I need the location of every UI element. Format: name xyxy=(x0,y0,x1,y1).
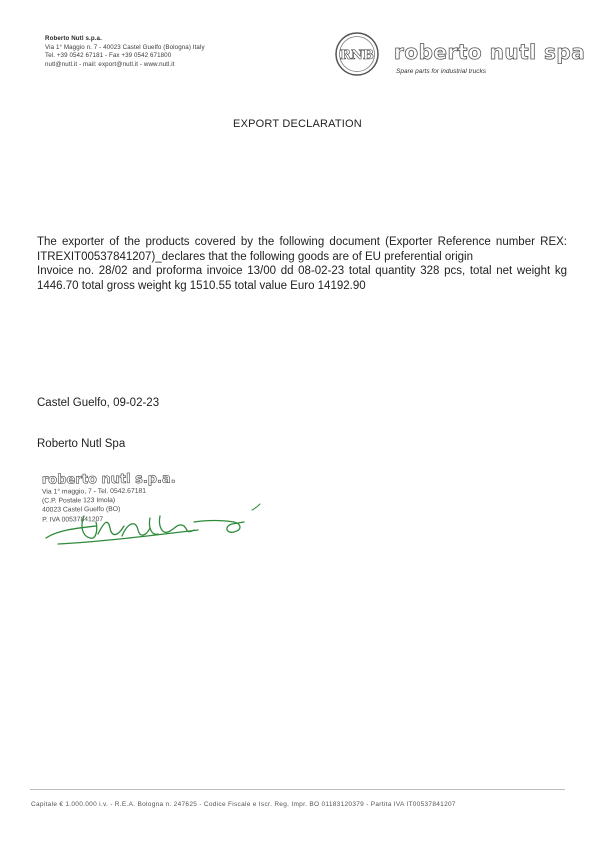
place-and-date: Castel Guelfo, 09-02-23 xyxy=(37,397,160,409)
declaration-body xyxy=(37,235,567,293)
logo-monogram: RNB xyxy=(340,48,374,63)
footer-divider xyxy=(30,789,565,790)
stamp-line: Via 1° maggio, 7 - Tel. 0542.67181 xyxy=(41,487,147,496)
stamp-company-name: roberto nutl s.p.a. xyxy=(41,471,176,488)
handwritten-signature xyxy=(38,492,268,562)
letterhead-address-block xyxy=(45,35,285,69)
logo-wordmark: roberto nutl spa xyxy=(394,40,586,64)
stamp-line: 40023 Castel Guelfo (BO) xyxy=(42,506,121,515)
stamp-line: P. IVA 00537841207 xyxy=(42,515,104,524)
page-title: EXPORT DECLARATION xyxy=(233,118,362,130)
declaration-paragraph: The exporter of the products covered by the following document (Exporter Reference number REX: ITREXIT00537841207)_declares that the following goods are of EU preferential origin xyxy=(37,236,567,263)
letterhead-phone: Tel. +39 0542 67181 - Fax +39 0542 671800 xyxy=(45,52,172,60)
letterhead-contact: nutl@nutl.it - mail: export@nutl.it - www.nutl.it xyxy=(45,60,175,68)
company-logo-icon xyxy=(334,31,380,77)
letterhead-address: Via 1° Maggio n. 7 - 40023 Castel Guelfo (Bologna) Italy xyxy=(45,43,205,51)
invoice-details-paragraph: Invoice no. 28/02 and proforma invoice 13/00 dd 08-02-23 total quantity 328 pcs, total net weight kg 1446.70 total gross weight kg 1510.55 total value Euro 14192.90 xyxy=(37,265,567,292)
signatory-name: Roberto Nutl Spa xyxy=(37,438,126,450)
letterhead-company-name: Roberto Nutl s.p.a. xyxy=(45,35,102,42)
logo-tagline: Spare parts for industrial trucks xyxy=(396,68,486,75)
stamp-line: (C.P. Postale 123 Imola) xyxy=(41,497,116,505)
footer-legal-info: Capitale € 1.000.000 i.v. - R.E.A. Bologna n. 247625 - Codice Fiscale e Iscr. Reg. Impr. BO 01183120379 - Partita IVA IT00537841207 xyxy=(31,801,456,808)
